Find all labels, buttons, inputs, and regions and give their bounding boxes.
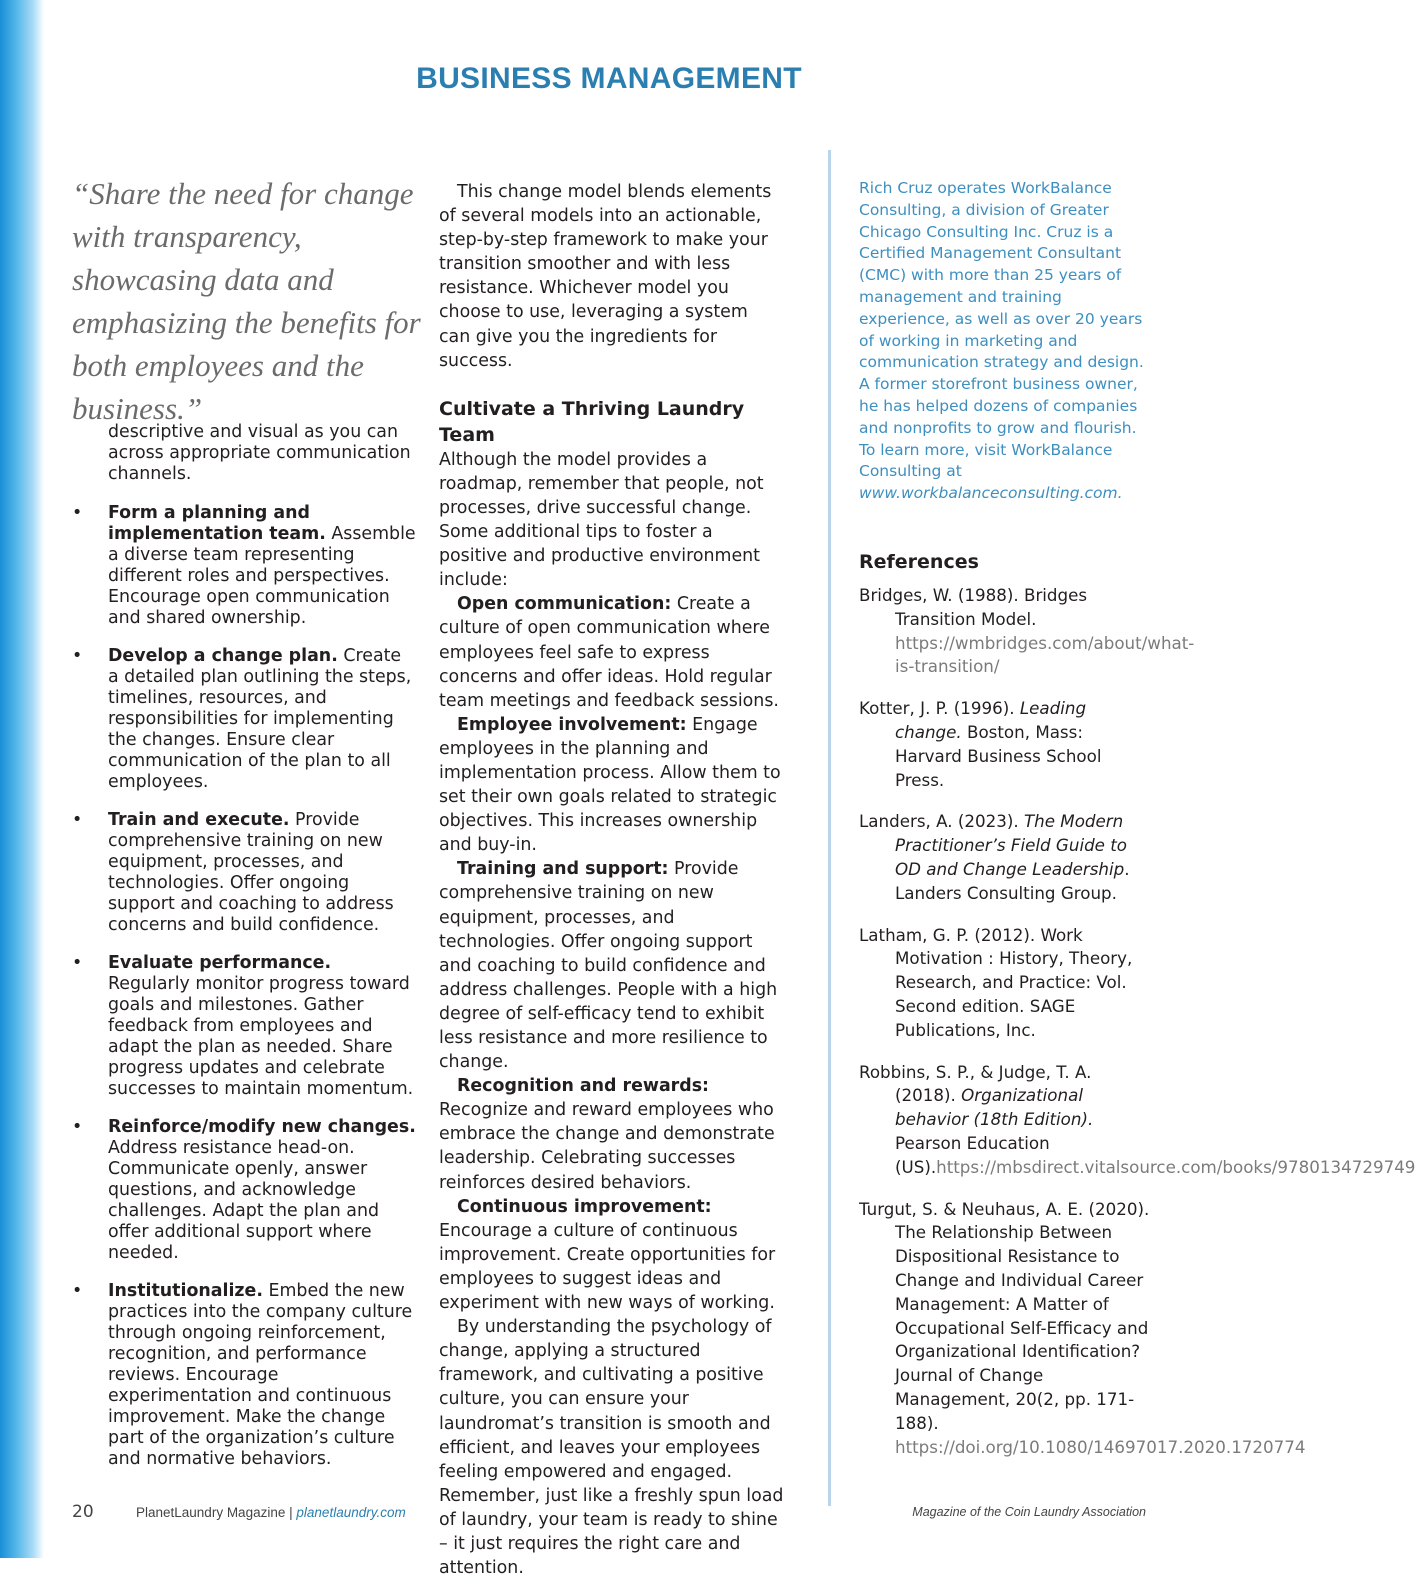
footer-separator: | <box>289 1505 293 1520</box>
list-item <box>72 503 417 629</box>
reference-text: Kotter, J. P. (1996). <box>859 698 1020 719</box>
bullet-icon: • <box>72 1281 83 1301</box>
reference-item <box>859 810 1154 905</box>
bio-text: Rich Cruz operates WorkBalance Consulting, a division of Greater Chicago Consulting Inc. Cruz is a Certified Management Consultant (CMC) with more than 25 years of management and training experience, as well as over 20 years of working in marketing and communication strategy and design. A former storefront business owner, he has helped dozens of companies and nonprofits to grow and flourish. To learn more, visit WorkBalance Consulting at <box>859 179 1144 481</box>
reference-title-italic: Organizational behavior (18th Edition). <box>895 1085 1094 1130</box>
column-left <box>72 422 417 1487</box>
tip-text: Engage employees in the planning and implementation process. Allow them to set their own goals related to strategic objectives. This increases ownership and buy-in. <box>439 714 781 856</box>
magazine-name: PlanetLaundry Magazine <box>136 1505 286 1520</box>
list-item <box>72 1281 417 1470</box>
section-title: BUSINESS MANAGEMENT <box>416 62 802 95</box>
bullet-icon: • <box>72 1117 83 1137</box>
tip-title: Continuous improvement: <box>457 1196 712 1217</box>
reference-title-italic: The Modern Practitioner’s Field Guide to OD and Change Leadership <box>895 811 1127 879</box>
column-divider <box>828 150 831 1506</box>
step-text: Embed the new practices into the company culture through ongoing reinforcement, recognition, and performance reviews. Encourage experimentation and continuous improvement. Make the change part of the organization’s culture and normative behaviors. <box>108 1281 413 1469</box>
tip-text: Create a culture of open communication where employees feel safe to express concerns and offer ideas. Hold regular team meetings and feedback sessions. <box>439 594 779 711</box>
bullet-icon: • <box>72 953 83 973</box>
reference-title-italic: Leading change. <box>895 698 1087 742</box>
author-bio <box>859 178 1149 505</box>
references-list <box>859 584 1415 1477</box>
subheading: Cultivate a Thriving Laundry Team <box>439 397 745 446</box>
footer-publication <box>136 1505 406 1520</box>
reference-item <box>859 697 1154 792</box>
reference-text: Bridges, W. (1988). Bridges Transition Model. <box>859 585 1088 629</box>
reference-text-after: . Landers Consulting Group. <box>895 858 1130 903</box>
reference-link[interactable]: https://doi.org/10.1080/14697017.2020.1720774 <box>895 1436 1306 1457</box>
reference-text-after: Boston, Mass: Harvard Business School Press. <box>895 721 1102 790</box>
page-edge-gradient <box>0 0 44 1558</box>
reference-link[interactable]: https://wmbridges.com/about/what-is-transition/ <box>895 632 1195 677</box>
list-item <box>72 810 417 936</box>
tip-title: Employee involvement: <box>457 714 687 735</box>
step-title: Institutionalize. <box>108 1281 263 1301</box>
tip-paragraph <box>439 713 784 858</box>
lead-paragraph: Although the model provides a roadmap, remember that people, not processes, drive successful change. Some additional tips to foster a positive and productive environment include: <box>439 449 764 591</box>
step-text: Regularly monitor progress toward goals and milestones. Gather feedback from employees and adapt the plan as needed. Share progress updates and celebrate successes to maintain momentum. <box>108 974 414 1099</box>
bullet-icon: • <box>72 503 83 523</box>
tip-text: Provide comprehensive training on new equipment, processes, and technologies. Offer ongoing support and coaching to build confidence and address challenges. People with a high degree of self-efficacy tend to exhibit less resistance and more resilience to change. <box>439 859 778 1073</box>
step-list <box>72 503 417 1470</box>
bio-link[interactable]: www.workbalanceconsulting.com. <box>859 484 1123 503</box>
step-text: Provide comprehensive training on new equipment, processes, and technologies. Offer ongoing support and coaching to address concerns and build confidence. <box>108 810 394 935</box>
step-title: Reinforce/modify new changes. <box>108 1117 416 1137</box>
tip-title: Training and support: <box>457 859 669 880</box>
tip-paragraph <box>439 1074 784 1194</box>
reference-text: Turgut, S. & Neuhaus, A. E. (2020). The Relationship Between Dispositional Resistance to Change and Individual Career Management: A Matter of Occupational Self-Efficacy and Organizational Identification? Journal of Change Management, 20(2, pp. 171-188). <box>859 1198 1150 1433</box>
column-middle <box>439 180 784 1580</box>
step-text: Address resistance head-on. Communicate openly, answer questions, and acknowledge challenges. Adapt the plan and offer additional support where needed. <box>108 1138 380 1263</box>
bullet-icon: • <box>72 810 83 830</box>
reference-link[interactable]: https://mbsdirect.vitalsource.com/books/9780134729749 <box>936 1156 1415 1177</box>
list-item <box>72 1117 417 1264</box>
reference-item <box>859 1198 1306 1460</box>
list-item <box>72 953 417 1100</box>
step-title: Develop a change plan. <box>108 646 338 666</box>
step-title: Form a planning and implementation team. <box>108 503 326 544</box>
reference-item <box>859 1061 1415 1180</box>
tip-text: Recognize and reward employees who embrace the change and demonstrate leadership. Celebrating successes reinforces desired behaviors. <box>439 1100 775 1193</box>
bullet-icon: • <box>72 646 83 666</box>
tip-title: Recognition and rewards: <box>457 1076 710 1097</box>
tip-text: Encourage a culture of continuous improvement. Create opportunities for employees to suggest ideas and experiment with new ways of working. <box>439 1220 776 1314</box>
continuation-text: descriptive and visual as you can across appropriate communication channels. <box>108 422 411 484</box>
reference-item <box>859 584 1195 679</box>
step-title: Train and execute. <box>108 810 290 830</box>
closing-paragraph: By understanding the psychology of change, applying a structured framework, and cultivating a positive culture, you can ensure your laundromat’s transition is smooth and efficient, and leaves your employees feeling empowered and engaged. Remember, just like a freshly spun load of laundry, your team is ready to shine – it just requires the right care and attention. <box>439 1317 784 1579</box>
references-title: References <box>859 551 979 573</box>
tip-paragraph <box>439 1195 784 1315</box>
footer-tagline: Magazine of the Coin Laundry Association <box>912 1505 1146 1519</box>
reference-text: Landers, A. (2023). <box>859 811 1024 832</box>
tip-paragraph <box>439 857 784 1074</box>
step-text: Assemble a diverse team representing different roles and perspectives. Encourage open communication and shared ownership. <box>108 524 416 628</box>
list-item <box>72 646 417 793</box>
intro-paragraph: This change model blends elements of several models into an actionable, step-by-step framework to make your transition smoother and with less resistance. Whichever model you choose to use, leveraging a system can give you the ingredients for success. <box>439 182 772 371</box>
magazine-url[interactable]: planetlaundry.com <box>296 1505 406 1520</box>
page-number: 20 <box>72 1502 94 1522</box>
reference-text: Robbins, S. P., & Judge, T. A. (2018). <box>859 1061 1092 1106</box>
step-title: Evaluate performance. <box>108 953 332 973</box>
reference-text: Latham, G. P. (2012). Work Motivation : History, Theory, Research, and Practice: Vol. Second edition. SAGE Publications, Inc. <box>859 924 1133 1040</box>
pull-quote: “Share the need for change with transparency, showcasing data and emphasizing the benefits for both employees and the business.” <box>72 176 421 426</box>
reference-item <box>859 924 1154 1043</box>
reference-text-after: Pearson Education (US). <box>895 1132 1050 1177</box>
tip-title: Open communication: <box>457 594 672 615</box>
tip-paragraph <box>439 592 784 712</box>
step-text: Create a detailed plan outlining the steps, timelines, resources, and responsibilities for implementing the changes. Ensure clear communication of the plan to all employees. <box>108 646 412 792</box>
